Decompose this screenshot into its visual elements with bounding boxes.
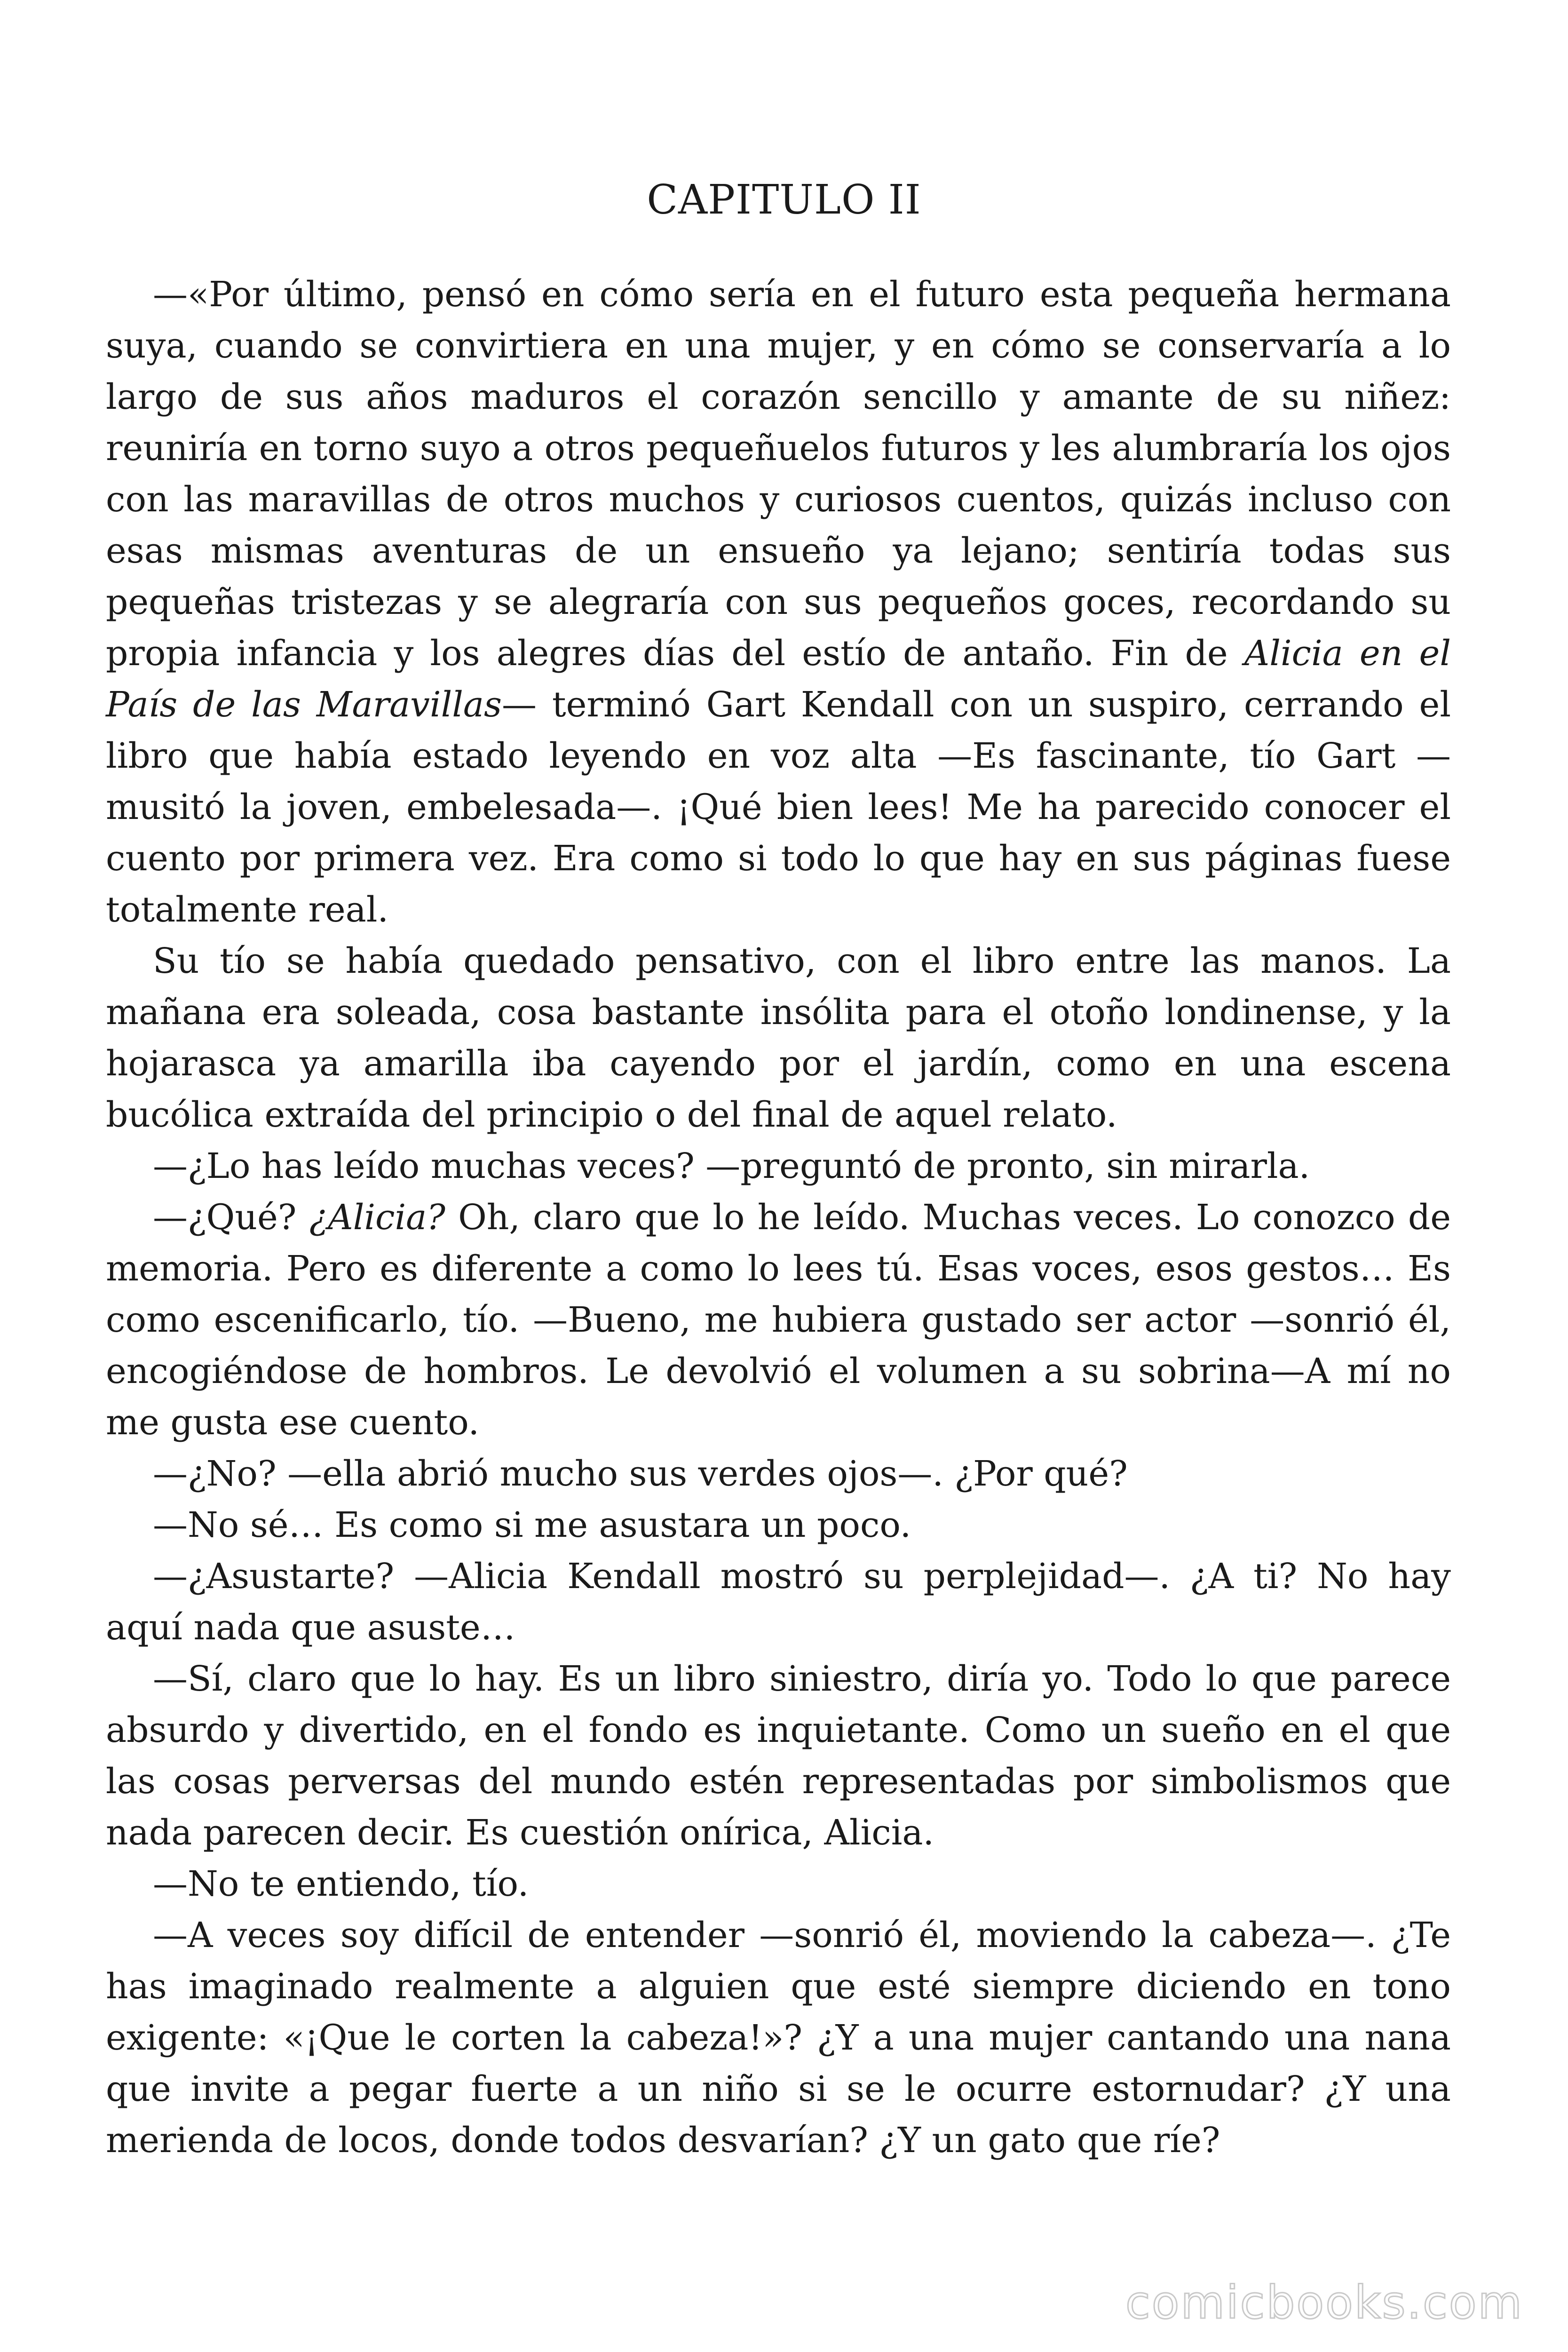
chapter-title: CAPITULO II <box>647 176 921 223</box>
paragraph-text: Su tío se había quedado pensativo, con el libro entre las manos. La mañana era soleada, cosa bastante insólita para el otoño londinense, y la hojarasca ya amarilla iba cayendo por el jardín, como en una escena bucólica extraída del principio o del final de aquel relato. <box>106 941 1451 1135</box>
paragraph-text: — terminó Gart Kendall con un suspiro, cerrando el libro que había estado leyendo en voz alta —Es fascinante, tío Gart —musitó la joven, embelesada—. ¡Qué bien lees! Me ha parecido conocer el cuento por primera vez. Era como si todo lo que hay en sus páginas fuese totalmente real. <box>106 684 1451 930</box>
paragraph <box>106 1141 1451 1192</box>
paragraph-text: —A veces soy difícil de entender —sonrió él, moviendo la cabeza—. ¿Te has imaginado realmente a alguien que esté siempre diciendo en tono exigente: «¡Que le corten la cabeza!»? ¿Y a una mujer cantando una nana que invite a pegar fuerte a un niño si se le ocurre estornudar? ¿Y una merienda de locos, donde todos desvarían? ¿Y un gato que ríe? <box>106 1915 1451 2161</box>
paragraph <box>106 1448 1451 1500</box>
site-watermark: comicbooks.com <box>1125 2276 1523 2329</box>
paragraph <box>106 936 1451 1141</box>
paragraph <box>106 269 1451 936</box>
paragraph-text: —Sí, claro que lo hay. Es un libro siniestro, diría yo. Todo lo que parece absurdo y divertido, en el fondo es inquietante. Como un sueño en el que las cosas perversas del mundo estén representadas por simbolismos que nada parecen decir. Es cuestión onírica, Alicia. <box>106 1659 1451 1853</box>
paragraph <box>106 1551 1451 1653</box>
book-title-italic: Alicia en el País de las Maravillas <box>106 633 1451 725</box>
paragraph-text: —«Por último, pensó en cómo sería en el futuro esta pequeña hermana suya, cuando se convirtiera en una mujer, y en cómo se conservaría a lo largo de sus años maduros el corazón sencillo y amante de su niñez: reuniría en torno suyo a otros pequeñuelos futuros y les alumbraría los ojos con las maravillas de otros muchos y curiosos cuentos, quizás incluso con esas mismas aventuras de un ensueño ya lejano; sentiría todas sus pequeñas tristezas y se alegraría con sus pequeños goces, recordando su propia infancia y los alegres días del estío de antaño. Fin de <box>106 274 1451 674</box>
book-title-italic: ¿Alicia? <box>309 1197 445 1238</box>
paragraph <box>106 1653 1451 1859</box>
paragraph-text: —¿Asustarte? —Alicia Kendall mostró su perplejidad—. ¿A ti? No hay aquí nada que asuste… <box>106 1556 1451 1648</box>
paragraph <box>106 1500 1451 1551</box>
paragraph-text: —No te entiendo, tío. <box>153 1864 529 1904</box>
paragraph <box>106 1910 1451 2166</box>
paragraph-text: —¿Qué? <box>153 1197 309 1238</box>
paragraph-text: —No sé… Es como si me asustara un poco. <box>153 1505 911 1545</box>
paragraph-text: —¿No? —ella abrió mucho sus verdes ojos—. ¿Por qué? <box>153 1454 1128 1494</box>
paragraph <box>106 1859 1451 1910</box>
paragraph-text: Oh, claro que lo he leído. Muchas veces. Lo conozco de memoria. Pero es diferente a como lo lees tú. Esas voces, esos gestos… Es como escenificarlo, tío. —Bueno, me hubiera gustado ser actor —sonrió él, encogiéndose de hombros. Le devolvió el volumen a su sobrina—A mí no me gusta ese cuento. <box>106 1197 1451 1443</box>
chapter-body <box>106 269 1451 2166</box>
paragraph <box>106 1192 1451 1448</box>
paragraph-text: —¿Lo has leído muchas veces? —preguntó de pronto, sin mirarla. <box>153 1146 1310 1186</box>
